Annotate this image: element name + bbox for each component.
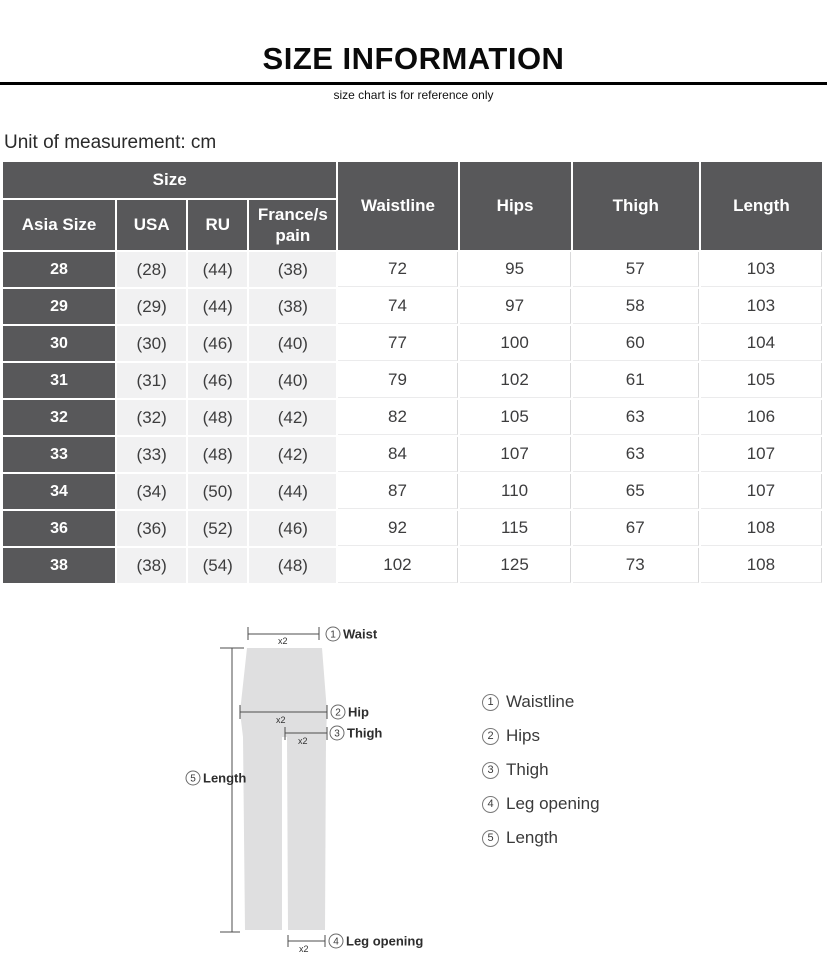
length-cell: 107 <box>701 437 822 472</box>
thigh-cell: 73 <box>573 548 699 583</box>
usa-size-cell: (38) <box>117 548 186 583</box>
table-row <box>3 326 822 361</box>
legend-item-hips <box>482 726 600 746</box>
column-header-usa: USA <box>117 200 186 250</box>
france-size-cell: (42) <box>249 437 336 472</box>
usa-size-cell: (34) <box>117 474 186 509</box>
thigh-cell: 60 <box>573 326 699 361</box>
waist-label <box>326 627 378 642</box>
hip-label <box>331 705 369 720</box>
length-cell: 106 <box>701 400 822 435</box>
thigh-cell: 63 <box>573 437 699 472</box>
column-header-waistline: Waistline <box>338 162 457 250</box>
legend-item-thigh <box>482 760 600 780</box>
france-size-cell: (46) <box>249 511 336 546</box>
usa-size-cell: (31) <box>117 363 186 398</box>
legend-item-leg-opening <box>482 794 600 814</box>
pants-left-leg-shape <box>243 737 282 930</box>
hips-cell: 102 <box>460 363 571 398</box>
thigh-label-number: 3 <box>334 728 340 740</box>
hips-cell: 97 <box>460 289 571 324</box>
france-size-cell: (40) <box>249 363 336 398</box>
waistline-cell: 84 <box>338 437 457 472</box>
table-row <box>3 548 822 583</box>
legend-item-label: Leg opening <box>506 794 600 813</box>
france-size-cell: (42) <box>249 400 336 435</box>
france-size-cell: (38) <box>249 289 336 324</box>
length-cell: 104 <box>701 326 822 361</box>
ru-size-cell: (44) <box>188 289 247 324</box>
legend-item-label: Hips <box>506 726 541 745</box>
length-label <box>186 771 246 786</box>
length-cell: 105 <box>701 363 822 398</box>
column-header-length: Length <box>701 162 822 250</box>
france-size-cell: (48) <box>249 548 336 583</box>
hips-cell: 125 <box>460 548 571 583</box>
hips-cell: 115 <box>460 511 571 546</box>
ru-size-cell: (46) <box>188 326 247 361</box>
hips-cell: 95 <box>460 252 571 287</box>
table-row <box>3 363 822 398</box>
ru-size-cell: (52) <box>188 511 247 546</box>
column-header-hips: Hips <box>460 162 571 250</box>
asia-size-cell: 30 <box>3 326 115 361</box>
legend-item-waistline <box>482 692 600 712</box>
legend-number-badge: 3 <box>482 762 499 779</box>
ru-size-cell: (48) <box>188 437 247 472</box>
hips-cell: 107 <box>460 437 571 472</box>
hips-cell: 110 <box>460 474 571 509</box>
legend-item-label: Thigh <box>506 760 549 779</box>
title-divider <box>0 82 827 85</box>
reference-note: size chart is for reference only <box>333 88 494 102</box>
length-cell: 103 <box>701 252 822 287</box>
length-cell: 103 <box>701 289 822 324</box>
length-label-number: 5 <box>190 773 196 785</box>
page-title: SIZE INFORMATION <box>262 41 565 76</box>
usa-size-cell: (33) <box>117 437 186 472</box>
legend-number-badge: 5 <box>482 830 499 847</box>
measurement-legend <box>482 692 600 862</box>
hip-x2-label: x2 <box>276 715 286 725</box>
waistline-cell: 72 <box>338 252 457 287</box>
usa-size-cell: (29) <box>117 289 186 324</box>
asia-size-cell: 36 <box>3 511 115 546</box>
size-table <box>1 160 824 585</box>
waistline-cell: 102 <box>338 548 457 583</box>
thigh-cell: 58 <box>573 289 699 324</box>
length-cell: 108 <box>701 548 822 583</box>
unit-of-measurement-note: Unit of measurement: cm <box>4 132 217 153</box>
usa-size-cell: (28) <box>117 252 186 287</box>
length-dimension-line <box>220 648 244 932</box>
france-size-cell: (38) <box>249 252 336 287</box>
size-group-header: Size <box>3 162 336 198</box>
france-size-cell: (44) <box>249 474 336 509</box>
legend-number-badge: 1 <box>482 694 499 711</box>
usa-size-cell: (30) <box>117 326 186 361</box>
hips-cell: 100 <box>460 326 571 361</box>
asia-size-cell: 32 <box>3 400 115 435</box>
ru-size-cell: (46) <box>188 363 247 398</box>
thigh-label-text: Thigh <box>347 725 383 741</box>
length-cell: 107 <box>701 474 822 509</box>
thigh-cell: 61 <box>573 363 699 398</box>
asia-size-cell: 31 <box>3 363 115 398</box>
legend-item-label: Length <box>506 828 558 847</box>
waist-label-number: 1 <box>330 629 336 641</box>
thigh-label <box>330 726 382 741</box>
waistline-cell: 87 <box>338 474 457 509</box>
ru-size-cell: (44) <box>188 252 247 287</box>
table-row <box>3 252 822 287</box>
usa-size-cell: (32) <box>117 400 186 435</box>
legend-number-badge: 4 <box>482 796 499 813</box>
table-row <box>3 400 822 435</box>
asia-size-cell: 34 <box>3 474 115 509</box>
hip-label-number: 2 <box>335 707 341 719</box>
pants-measurement-diagram <box>170 610 470 979</box>
hip-label-text: Hip <box>348 704 369 720</box>
waistline-cell: 92 <box>338 511 457 546</box>
waist-label-text: Waist <box>343 626 378 642</box>
leg-opening-label-number: 4 <box>333 936 339 948</box>
table-row <box>3 511 822 546</box>
asia-size-cell: 28 <box>3 252 115 287</box>
usa-size-cell: (36) <box>117 511 186 546</box>
france-size-cell: (40) <box>249 326 336 361</box>
length-label-text: Length <box>203 770 247 786</box>
waistline-cell: 74 <box>338 289 457 324</box>
leg-opening-label <box>329 934 423 949</box>
legend-number-badge: 2 <box>482 728 499 745</box>
thigh-cell: 63 <box>573 400 699 435</box>
asia-size-cell: 29 <box>3 289 115 324</box>
waistline-cell: 79 <box>338 363 457 398</box>
legend-item-length <box>482 828 600 848</box>
length-cell: 108 <box>701 511 822 546</box>
asia-size-cell: 33 <box>3 437 115 472</box>
waistline-cell: 77 <box>338 326 457 361</box>
column-header-ru: RU <box>188 200 247 250</box>
leg-opening-label-text: Leg opening <box>346 933 424 949</box>
thigh-cell: 65 <box>573 474 699 509</box>
column-header-france-spain: France/s pain <box>249 200 336 250</box>
asia-size-cell: 38 <box>3 548 115 583</box>
thigh-cell: 57 <box>573 252 699 287</box>
thigh-cell: 67 <box>573 511 699 546</box>
table-row <box>3 474 822 509</box>
ru-size-cell: (54) <box>188 548 247 583</box>
hips-cell: 105 <box>460 400 571 435</box>
column-header-thigh: Thigh <box>573 162 699 250</box>
legend-item-label: Waistline <box>506 692 575 711</box>
table-row <box>3 437 822 472</box>
thigh-x2-label: x2 <box>298 736 308 746</box>
ru-size-cell: (50) <box>188 474 247 509</box>
leg-opening-x2-label: x2 <box>299 944 309 954</box>
waistline-cell: 82 <box>338 400 457 435</box>
waist-x2-label: x2 <box>278 636 288 646</box>
pants-right-leg-shape <box>287 737 326 930</box>
column-header-asia-size: Asia Size <box>3 200 115 250</box>
ru-size-cell: (48) <box>188 400 247 435</box>
table-row <box>3 289 822 324</box>
